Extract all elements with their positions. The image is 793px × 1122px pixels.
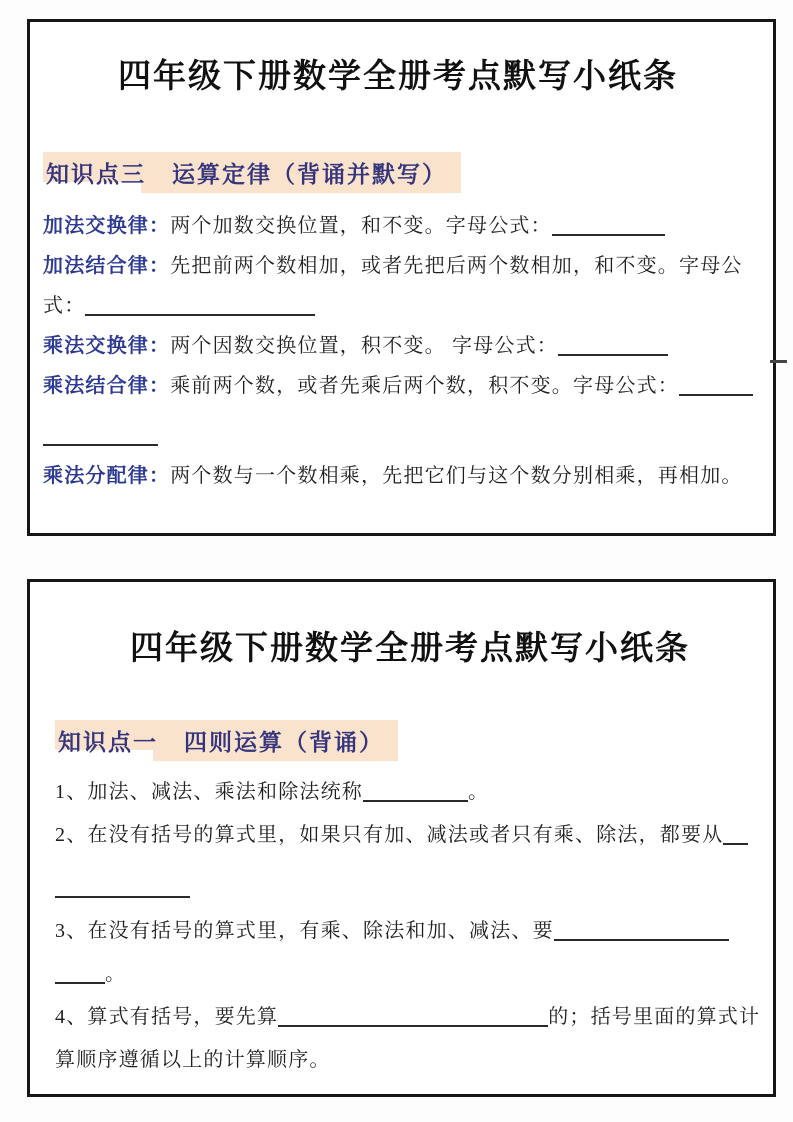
fill-in-blank [552, 231, 665, 236]
body-text: 先把前两个数相加，或者先把后两个数相加，和不变。字母公 [170, 255, 743, 277]
body-text: 。 [468, 781, 490, 803]
body-text: 乘前两个数，或者先乘后两个数，积不变。字母公式： [170, 375, 680, 397]
law-term-label: 加法结合律： [43, 255, 171, 277]
section-title: 四则运算（背诵） [184, 730, 384, 755]
body-text: 两个数与一个数相乘，先把它们与这个数分别相乘，再相加。 [170, 465, 743, 487]
body-line [55, 867, 765, 910]
fill-in-blank [723, 840, 748, 845]
body-text: 式： [43, 295, 86, 317]
body-line [55, 953, 765, 996]
fill-in-blank [278, 1022, 548, 1027]
edge-tick-mark [770, 360, 787, 363]
fill-in-blank [85, 311, 315, 316]
body-text: 2、在没有括号的算式里，如果只有加、减法或者只有乘、除法，都要从 [55, 824, 724, 846]
section-number: 知识点一 [58, 730, 158, 755]
section-heading [43, 152, 461, 193]
page-title: 四年级下册数学全册考点默写小纸条 [118, 59, 678, 95]
body-text: 4、算式有括号，要先算 [55, 1006, 279, 1028]
section-heading [55, 720, 398, 761]
card-content [30, 56, 773, 496]
body-line [55, 996, 765, 1039]
section-number: 知识点三 [46, 162, 146, 187]
body-line [43, 286, 753, 326]
body-line [43, 456, 753, 496]
card-content [30, 628, 773, 1082]
body-line [43, 416, 753, 456]
law-term-label: 乘法结合律： [43, 375, 171, 397]
body-text: 的；括号里面的算式计 [548, 1006, 761, 1028]
body-line [55, 910, 765, 953]
body-line [55, 814, 765, 857]
body-text: 。 [105, 963, 127, 985]
card-body [55, 771, 765, 1082]
body-line [43, 326, 753, 366]
body-text: 两个因数交换位置，积不变。 字母公式： [170, 335, 559, 357]
body-text: 两个加数交换位置，和不变。字母公式： [170, 215, 552, 237]
fill-in-blank [363, 797, 468, 802]
body-line [55, 771, 765, 814]
law-term-label: 乘法分配律： [43, 465, 171, 487]
fill-in-blank [55, 893, 190, 898]
worksheet-card-top [27, 19, 776, 536]
law-term-label: 加法交换律： [43, 215, 171, 237]
body-text: 1、加法、减法、乘法和除法统称 [55, 781, 363, 803]
section-heading-row [55, 720, 765, 761]
body-line [43, 206, 753, 246]
fill-in-blank [679, 391, 753, 396]
page-title: 四年级下册数学全册考点默写小纸条 [130, 631, 690, 667]
card-body [43, 206, 753, 496]
fill-in-blank [55, 979, 105, 984]
fill-in-blank [554, 936, 729, 941]
fill-in-blank [558, 351, 668, 356]
fill-in-blank [43, 441, 158, 446]
body-line [43, 246, 753, 286]
body-text: 3、在没有括号的算式里，有乘、除法和加、减法、要 [55, 920, 554, 942]
body-line [43, 366, 753, 406]
body-line [55, 1039, 765, 1082]
section-title: 运算定律（背诵并默写） [172, 162, 447, 187]
section-heading-row [43, 152, 753, 193]
law-term-label: 乘法交换律： [43, 335, 171, 357]
body-text: 算顺序遵循以上的计算顺序。 [55, 1049, 331, 1071]
worksheet-card-bottom [27, 579, 776, 1097]
